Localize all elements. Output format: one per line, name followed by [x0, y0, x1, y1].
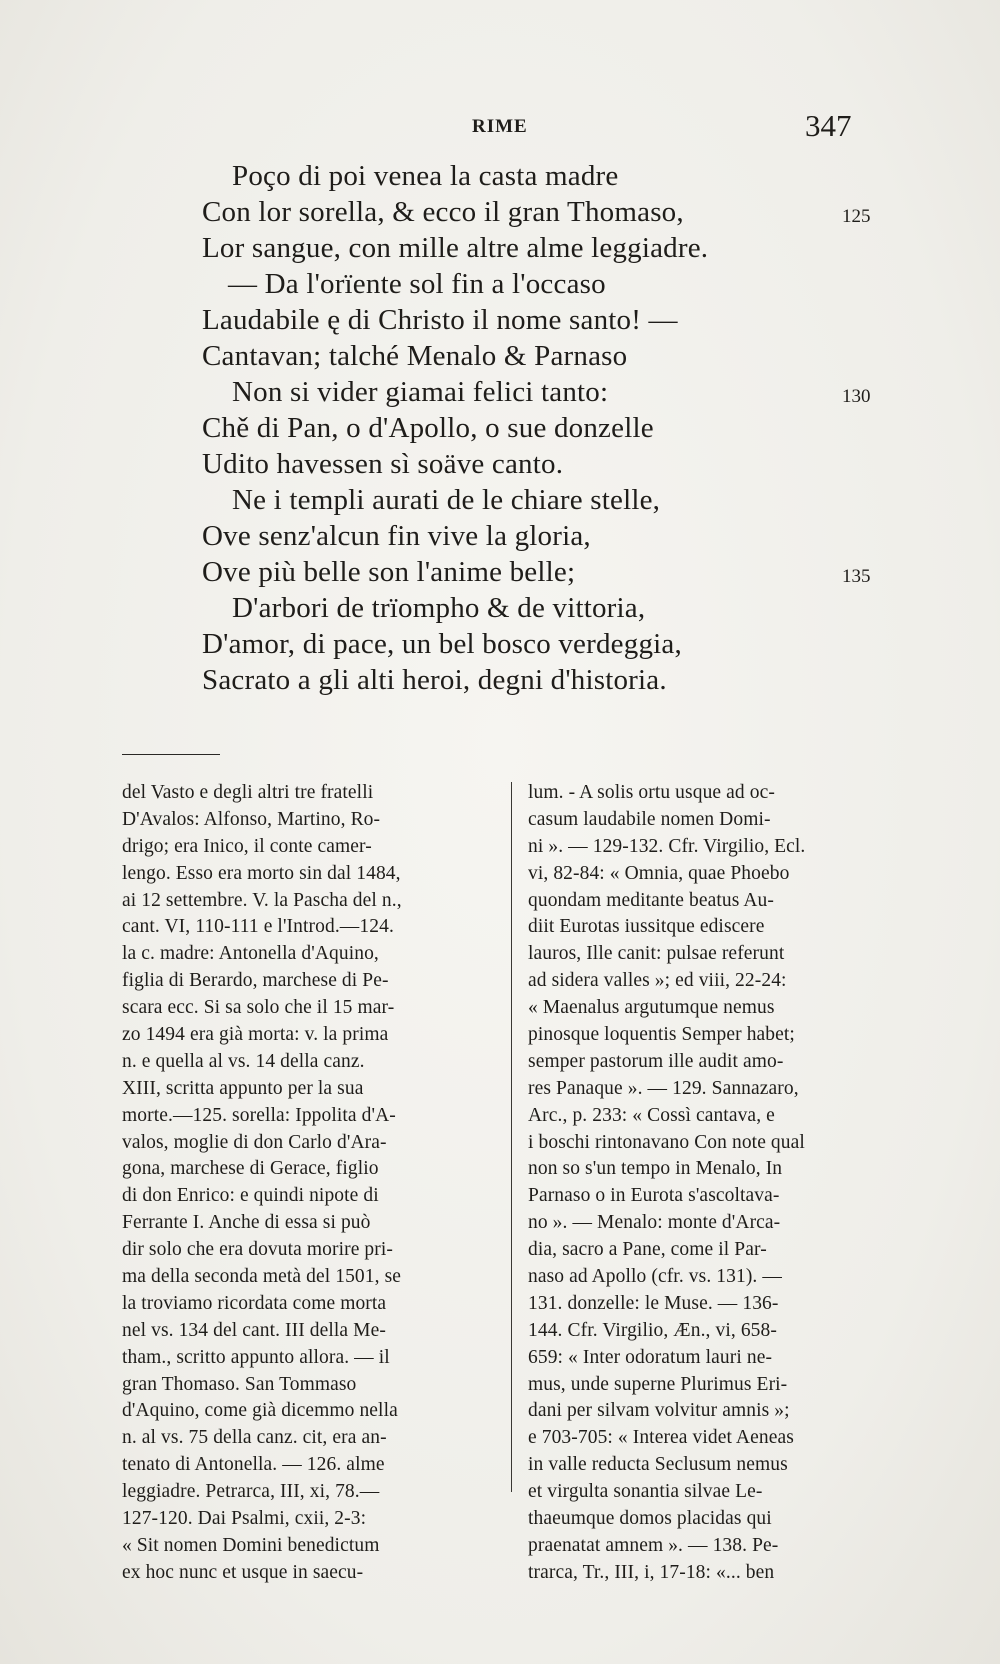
note-line: D'Avalos: Alfonso, Martino, Ro-: [122, 808, 381, 830]
poem-line: — Da l'orïente sol fin a l'occaso: [228, 268, 606, 300]
line-number: 135: [842, 566, 871, 587]
note-line: mus, unde superne Plurimus Eri-: [528, 1373, 788, 1395]
note-line: n. al vs. 75 della canz. cit, era an-: [122, 1427, 387, 1449]
poem-line: D'arbori de trïompho & de vittoria,: [232, 592, 646, 624]
note-line: i boschi rintonavano Con note qual: [528, 1131, 805, 1153]
poem-line: Lor sangue, con mille altre alme leggiadre.: [202, 232, 709, 264]
note-line: res Panaque ». — 129. Sannazaro,: [528, 1077, 799, 1099]
note-line: ex hoc nunc et usque in saecu-: [122, 1561, 364, 1583]
note-line: di don Enrico: e quindi nipote di: [122, 1185, 379, 1207]
poem-line: Laudabile ę di Christo il nome santo! —: [202, 304, 678, 336]
poem-line: Poço di poi venea la casta madre: [232, 160, 619, 192]
note-line: quondam meditante beatus Au-: [528, 889, 774, 911]
note-line: praenatat amnem ». — 138. Pe-: [528, 1534, 779, 1556]
poem-line: Ove senz'alcun fin vive la gloria,: [202, 520, 591, 552]
note-line: leggiadre. Petrarca, III, xi, 78.—: [122, 1481, 380, 1503]
page-number: 347: [805, 108, 852, 143]
note-line: Ferrante I. Anche di essa si può: [122, 1212, 371, 1234]
note-line: nel vs. 134 del cant. III della Me-: [122, 1319, 386, 1341]
note-line: no ». — Menalo: monte d'Arca-: [528, 1212, 781, 1234]
note-line: semper pastorum ille audit amo-: [528, 1050, 784, 1072]
note-line: 127-120. Dai Psalmi, cxii, 2-3:: [122, 1508, 367, 1530]
note-line: 659: « Inter odoratum lauri ne-: [528, 1346, 773, 1368]
note-line: ad sidera valles »; ed viii, 22-24:: [528, 970, 787, 992]
note-line: gran Thomaso. San Tommaso: [122, 1373, 357, 1395]
note-line: 144. Cfr. Virgilio, Æn., vi, 658-: [528, 1319, 777, 1341]
note-line: ai 12 settembre. V. la Pascha del n.,: [122, 889, 402, 911]
poem-line: Chě di Pan, o d'Apollo, o sue donzelle: [202, 412, 654, 444]
notes-right-column: [528, 780, 900, 1587]
note-line: n. e quella al vs. 14 della canz.: [122, 1050, 365, 1072]
running-head-title: RIME: [472, 116, 528, 137]
note-line: tham., scritto appunto allora. — il: [122, 1346, 390, 1368]
note-line: lengo. Esso era morto sin dal 1484,: [122, 862, 401, 884]
note-line: et virgulta sonantia silvae Le-: [528, 1481, 763, 1503]
note-line: drigo; era Inico, il conte camer-: [122, 835, 372, 857]
poem-line: Sacrato a gli alti heroi, degni d'historia.: [202, 664, 667, 696]
note-line: e 703-705: « Interea videt Aeneas: [528, 1427, 794, 1449]
line-number: 125: [842, 206, 871, 227]
note-line: la troviamo ricordata come morta: [122, 1292, 387, 1314]
poem-line: Con lor sorella, & ecco il gran Thomaso,: [202, 196, 684, 228]
note-line: « Maenalus argutumque nemus: [528, 997, 775, 1019]
poem-line: Udito havessen sì soäve canto.: [202, 448, 564, 480]
poem-line: Ne i templi aurati de le chiare stelle,: [232, 484, 661, 516]
note-line: zo 1494 era già morta: v. la prima: [122, 1024, 389, 1046]
poem-line: Non si vider giamai felici tanto:: [232, 376, 609, 408]
note-line: Parnaso o in Eurota s'ascoltava-: [528, 1185, 780, 1207]
note-line: « Sit nomen Domini benedictum: [122, 1534, 380, 1556]
note-line: lum. - A solis ortu usque ad oc-: [528, 782, 775, 803]
note-line: la c. madre: Antonella d'Aquino,: [122, 943, 379, 965]
note-line: del Vasto e degli altri tre fratelli: [122, 782, 374, 803]
note-line: ma della seconda metà del 1501, se: [122, 1266, 402, 1288]
note-line: vi, 82-84: « Omnia, quae Phoebo: [528, 862, 790, 884]
note-line: 131. donzelle: le Muse. — 136-: [528, 1292, 779, 1314]
note-line: tenato di Antonella. — 126. alme: [122, 1454, 385, 1476]
note-line: naso ad Apollo (cfr. vs. 131). —: [528, 1266, 782, 1288]
note-line: gona, marchese di Gerace, figlio: [122, 1158, 379, 1180]
line-number: 130: [842, 386, 871, 407]
note-line: casum laudabile nomen Domi-: [528, 808, 771, 830]
note-line: dir solo che era dovuta morire pri-: [122, 1239, 393, 1261]
note-line: dia, sacro a Pane, come il Par-: [528, 1239, 767, 1261]
note-line: d'Aquino, come già dicemmo nella: [122, 1400, 398, 1422]
note-line: cant. VI, 110-111 e l'Introd.—124.: [122, 916, 394, 938]
note-line: Arc., p. 233: « Cossì cantava, e: [528, 1104, 775, 1126]
note-line: non so s'un tempo in Menalo, In: [528, 1158, 783, 1180]
notes-left-column: [122, 780, 497, 1587]
note-line: scara ecc. Si sa solo che il 15 mar-: [122, 997, 395, 1019]
note-line: valos, moglie di don Carlo d'Ara-: [122, 1131, 387, 1153]
note-line: XIII, scritta appunto per la sua: [122, 1077, 364, 1099]
note-line: figlia di Berardo, marchese di Pe-: [122, 970, 389, 992]
poem-line: D'amor, di pace, un bel bosco verdeggia,: [202, 628, 682, 660]
poem-line: Ove più belle son l'anime belle;: [202, 556, 576, 588]
note-line: lauros, Ille canit: pulsae referunt: [528, 943, 785, 965]
note-line: dani per silvam volvitur amnis »;: [528, 1400, 790, 1422]
note-line: trarca, Tr., III, i, 17-18: «... ben: [528, 1561, 775, 1583]
poem-line: Cantavan; talché Menalo & Parnaso: [202, 340, 628, 372]
note-line: diit Eurotas iussitque ediscere: [528, 916, 765, 938]
column-divider: [511, 782, 512, 1492]
note-line: pinosque loquentis Semper habet;: [528, 1024, 795, 1046]
note-line: thaeumque domos placidas qui: [528, 1508, 772, 1530]
note-line: in valle reducta Seclusum nemus: [528, 1454, 788, 1476]
running-head: [0, 108, 1000, 148]
note-line: ni ». — 129-132. Cfr. Virgilio, Ecl.: [528, 835, 806, 857]
note-line: morte.—125. sorella: Ippolita d'A-: [122, 1104, 396, 1126]
footnote-rule: [122, 754, 220, 755]
